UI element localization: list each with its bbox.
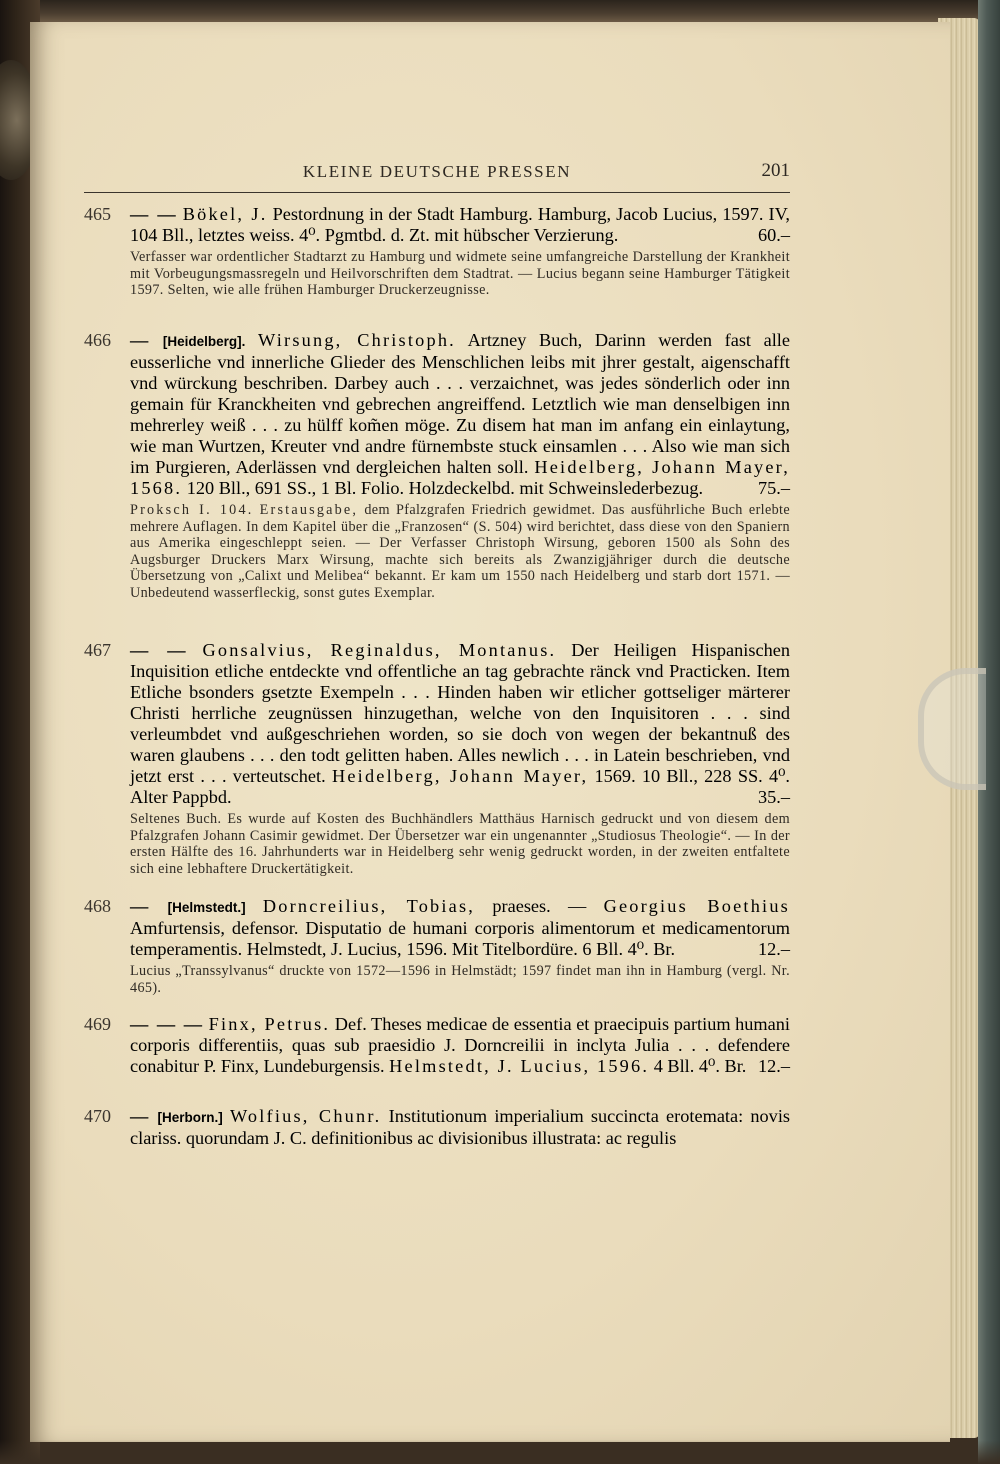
entry-coauthor: Georgius Boethius — [603, 896, 790, 916]
entry-title: Artzney Buch, Darinn werden fast alle eusserliche vnd innerliche Glieder des Menschlichen leibs mit jhrer gestalt, aigenschafft vnd würckung beschriben. Darbey auch . . . verzaichnet, was jedes sönderlich oder inn gemain für Kranckheiten vnd gebrechen angreiffend. Letztlich wie man denselbigen inn mehrerley weiß . . . zu hülff kom̃en möge. Zu disem hat man im anfang ein einlaytung, wie man Wurtzen, Kreuter vnd andre fürnembste stuck einsamlen . . . Also wie man sich im Purgieren, Aderlässen vnd dergleichen halten soll. — [130, 330, 791, 477]
entry-note — [130, 502, 790, 602]
entry-title: Der Heiligen Hispanischen Inquisition etliche entdeckte vnd offentliche an tag gebrachte ränck vnd Practicken. Item Etliche bsonders gsetzte Exempeln . . . Hinden haben wir etlicher gottseliger märterer Christi herrliche zeugnüssen hinzugethan, welche von den Inquisitoren . . . sind verleumbdet vnd außgeschriehen worden, so sie doch von wegen der bekantnuß des waren glaubens . . . den todt gelitten haben. Alles newlich . . . in Latein beschrieben, vnd jetzt erst . . . verteutschet. — [130, 640, 790, 786]
entry-imprint: Heidelberg, Johann Mayer, — [331, 766, 589, 786]
entry-title: Institutionum imperialium succincta erotemata: novis clariss. quorundam J. C. definitionibus ac divisionibus illustrata: ac regulis — [130, 1106, 791, 1148]
entry-title: Amfurtensis, defensor. Disputatio de humani corporis alimentorum et medicamentorum temperamentis. Helmstedt, J. Lucius, 1596. Mit Titelbordüre. 6 Bll. 4⁰. Br. — [130, 918, 790, 959]
entry-author: Bökel, J. — [182, 204, 268, 224]
entry-note: Lucius „Transsylvanus“ druckte von 1572—1596 in Helmstädt; 1597 findet man ihn in Hamburg (vergl. Nr. 465). — [130, 963, 790, 996]
page-clip — [918, 668, 986, 790]
entry-number: 468 — [84, 896, 111, 916]
entry-author: Finx, Petrus. — [208, 1014, 331, 1034]
entry-price: 35.– — [758, 787, 790, 807]
entry-number: 470 — [84, 1106, 111, 1126]
catalog-entry-467 — [84, 640, 790, 877]
running-title: KLEINE DEUTSCHE PRESSEN — [302, 162, 572, 181]
catalog-entry-469 — [84, 1014, 790, 1077]
entry-collation: 1569. 10 Bll., 228 SS. 4⁰. Alter Pappbd. — [130, 766, 791, 807]
entry-number: 469 — [84, 1014, 111, 1034]
entry-author: Wolfius, Chunr. — [229, 1106, 382, 1126]
ditto-dash: — — [130, 896, 151, 916]
note-text: dem Pfalzgrafen Friedrich gewidmet. Das ausführliche Buch erlebte mehrere Auflagen. In dem Kapitel über die „Franzosen“ (S. 504) wird berichtet, dass diese von den Spaniern aus Amerika eingeschleppt seien. — Der Verfasser Christoph Wirsung, geboren 1500 als Sohn des Augsburger Druckers Marx Wirsung, machte sich bereits als Zwanzigjähriger durch die deutsche Übersetzung von „Calixt und Melibea“ bekannt. Er kam um 1550 nach Heidelberg und starb dort 1571. — Unbedeutend wasserfleckig, sonst gutes Exemplar. — [130, 502, 790, 601]
book-top-edge — [0, 0, 1000, 22]
entry-collation: 4 Bll. 4⁰. Br. — [653, 1056, 747, 1076]
catalog-entry-468 — [84, 896, 790, 996]
entry-price: 12.– — [758, 1056, 790, 1076]
entry-description — [130, 640, 790, 808]
entry-number: 466 — [84, 330, 111, 350]
entry-description — [130, 896, 790, 960]
page-header — [84, 158, 790, 193]
entry-author: Dorncreilius, Tobias, — [262, 896, 476, 916]
entry-imprint: Heidelberg, Johann Mayer, 1568. — [130, 457, 790, 498]
ditto-dash: — — — [130, 640, 188, 660]
entry-place: [Helmstedt.] — [167, 900, 246, 915]
entry-price: 75.– — [758, 478, 790, 498]
catalog-entry-465 — [84, 204, 790, 299]
ditto-dash: — — [130, 330, 151, 350]
entry-place: [Heidelberg]. — [162, 334, 246, 349]
entry-collation: 120 Bll., 691 SS., 1 Bl. Folio. Holzdeckelbd. mit Schweinslederbezug. — [186, 478, 704, 498]
entry-title: Pestordnung in der Stadt Hamburg. Hamburg, Jacob Lucius, 1597. IV, 104 Bll., letztes weiss. 4⁰. Pgmtbd. d. Zt. mit hübscher Verzierung. — [130, 204, 790, 245]
ditto-dash: — — [130, 1106, 151, 1126]
entry-title: Def. Theses medicae de essentia et praecipuis partium humani corporis differentiis, quas sub praesidio J. Dorncreilii in inclyta Julia . . . defendere conabitur P. Finx, Lundeburgensis. — [130, 1014, 790, 1076]
entry-note: Seltenes Buch. Es wurde auf Kosten des Buchhändlers Matthäus Harnisch gedruckt und von diesem dem Pfalzgrafen Johann Casimir gewidmet. Der Übersetzer war ein ungenannter „Studiosus Theologie“. — In der ersten Hälfte des 16. Jahrhunderts war in Heidelberg sehr wenig gedruckt worden, in der zweiten entfaltete sich eine lebhaftere Druckertätigkeit. — [130, 811, 790, 877]
page-number: 201 — [761, 160, 790, 181]
entry-description — [130, 1106, 790, 1149]
note-reference: Proksch I. 104. — [130, 502, 254, 518]
entry-role: praeses. — — [492, 896, 604, 916]
entry-note: Verfasser war ordentlicher Stadtarzt zu Hamburg und widmete seine umfangreiche Darstellung der Krankheit mit Vorbeugungsmassregeln und Heilvorschriften dem Stadtrat. — Lucius begann seine Hamburger Tätigkeit 1597. Selten, wie alle frühen Hamburger Druckerzeugnisse. — [130, 249, 790, 299]
catalog-entry-470 — [84, 1106, 790, 1149]
entry-author: Gonsalvius, Reginaldus, Montanus. — [202, 640, 557, 660]
entry-place: [Herborn.] — [157, 1110, 223, 1125]
entry-description — [130, 330, 790, 499]
catalog-entry-466 — [84, 330, 790, 602]
ditto-dash: — — — [130, 204, 178, 224]
entry-description — [130, 1014, 790, 1077]
ditto-dash: — — — — [130, 1014, 205, 1034]
entry-price: 12.– — [758, 939, 790, 959]
entry-price: 60.– — [758, 225, 790, 245]
entry-imprint: Helmstedt, J. Lucius, 1596. — [389, 1056, 650, 1076]
bottom-shadow — [0, 1440, 1000, 1464]
entry-number: 465 — [84, 204, 111, 224]
entry-number: 467 — [84, 640, 111, 660]
note-edition: Erstausgabe, — [259, 502, 359, 518]
entry-author: Wirsung, Christoph. — [258, 330, 456, 350]
entry-description — [130, 204, 790, 246]
